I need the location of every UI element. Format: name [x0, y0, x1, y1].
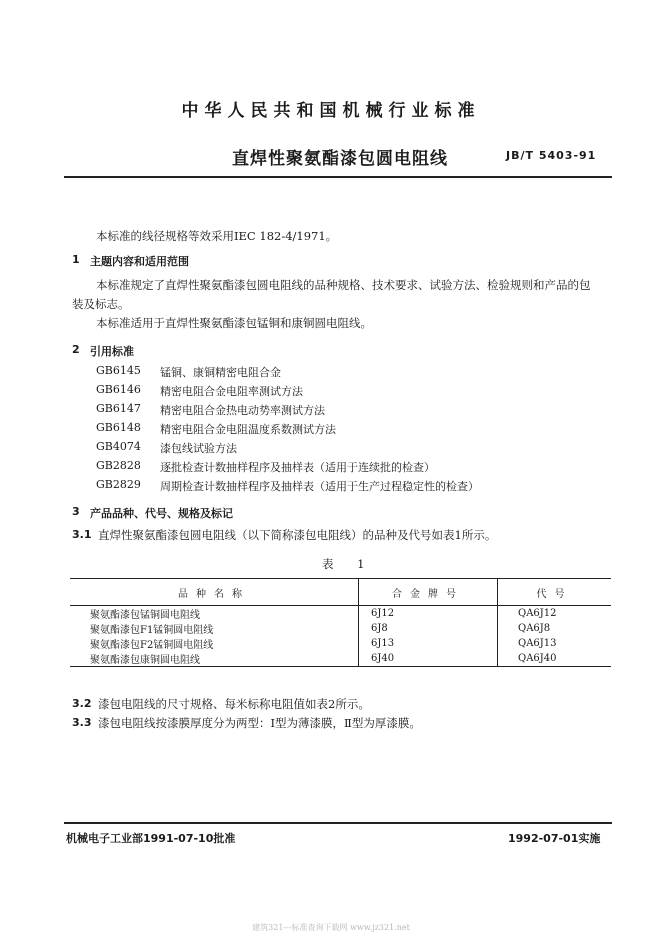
- industry-standard-heading: 中华人民共和国机械行业标准: [181, 101, 481, 121]
- clause-3-1-text: 直焊性聚氨酯漆包圆电阻线（以下简称漆包电阻线）的品种及代号如表1所示。: [98, 528, 497, 542]
- table-header-code: 代号: [498, 579, 612, 606]
- reference-name: 精密电阻合金电阻率测试方法: [160, 385, 303, 398]
- table-row: [70, 621, 611, 636]
- table-cell-alloy: 6J13: [359, 636, 498, 651]
- reference-name: 精密电阻合金电阻温度系数测试方法: [160, 423, 336, 436]
- clause-3-2-number: 3.2: [72, 697, 92, 710]
- table-cell-code: QA6J40: [498, 651, 612, 667]
- reference-code: GB6145: [96, 364, 141, 377]
- clause-3-1-number: 3.1: [72, 528, 92, 541]
- section-1-para-2: 本标准适用于直焊性聚氨酯漆包锰铜和康铜圆电阻线。: [96, 316, 372, 330]
- section-1-para-1-line-2: 装及标志。: [72, 297, 130, 311]
- table-header-variety: 品种名称: [178, 588, 250, 600]
- section-3-number: 3: [72, 505, 80, 518]
- section-2-number: 2: [72, 343, 80, 356]
- approval-date: 机械电子工业部1991-07-10批准: [66, 832, 236, 845]
- table-cell-alloy: 6J40: [359, 651, 498, 667]
- footer-rule: [64, 822, 612, 824]
- implementation-date: 1992-07-01实施: [508, 832, 601, 845]
- section-1-para-1-line-1: 本标准规定了直焊性聚氨酯漆包圆电阻线的品种规格、技术要求、试验方法、检验规则和产品的包: [96, 278, 591, 292]
- table-header-row: [70, 579, 611, 606]
- reference-name: 锰铜、康铜精密电阻合金: [160, 366, 281, 379]
- reference-name: 精密电阻合金热电动势率测试方法: [160, 404, 325, 417]
- reference-code: GB6148: [96, 421, 141, 434]
- reference-name: 逐批检查计数抽样程序及抽样表（适用于连续批的检查）: [160, 461, 435, 474]
- table-cell-variety: 聚氨酯漆包F2锰铜圆电阻线: [90, 640, 214, 651]
- intro-text: 本标准的线径规格等效采用IEC 182-4/1971。: [96, 229, 338, 243]
- clause-3-2-text: 漆包电阻线的尺寸规格、每米标称电阻值如表2所示。: [98, 697, 370, 711]
- section-2-title: 引用标准: [90, 345, 134, 358]
- table-cell-alloy: 6J12: [359, 606, 498, 622]
- table-1-caption: 表 1: [322, 557, 375, 571]
- header-rule: [64, 176, 612, 178]
- table-row: [70, 651, 611, 667]
- reference-name: 漆包线试验方法: [160, 442, 237, 455]
- clause-3-3-number: 3.3: [72, 716, 92, 729]
- clause-3-3-text: 漆包电阻线按漆膜厚度分为两型：Ⅰ型为薄漆膜，Ⅱ型为厚漆膜。: [98, 716, 421, 730]
- reference-code: GB6147: [96, 402, 141, 415]
- table-header-alloy-grade: 合金牌号: [359, 579, 498, 606]
- table-cell-alloy: 6J8: [359, 621, 498, 636]
- section-1-title: 主题内容和适用范围: [90, 255, 189, 268]
- standard-number: JB/T 5403-91: [506, 149, 597, 162]
- table-cell-code: QA6J8: [498, 621, 612, 636]
- document-title: 直焊性聚氨酯漆包圆电阻线: [232, 149, 448, 169]
- reference-name: 周期检查计数抽样程序及抽样表（适用于生产过程稳定性的检查）: [160, 480, 479, 493]
- table-cell-variety: 聚氨酯漆包锰铜圆电阻线: [90, 610, 200, 621]
- reference-code: GB6146: [96, 383, 141, 396]
- reference-code: GB4074: [96, 440, 141, 453]
- table-1: [70, 578, 611, 667]
- table-cell-variety: 聚氨酯漆包F1锰铜圆电阻线: [90, 625, 214, 636]
- table-cell-variety: 聚氨酯漆包康铜圆电阻线: [90, 655, 200, 666]
- reference-code: GB2828: [96, 459, 141, 472]
- section-1-number: 1: [72, 253, 80, 266]
- table-row: [70, 606, 611, 622]
- watermark: 建筑321---标准查询下载网 www.jz321.net: [252, 923, 410, 932]
- table-row: [70, 636, 611, 651]
- table-cell-code: QA6J13: [498, 636, 612, 651]
- reference-code: GB2829: [96, 478, 141, 491]
- section-3-title: 产品品种、代号、规格及标记: [90, 507, 233, 520]
- table-cell-code: QA6J12: [498, 606, 612, 622]
